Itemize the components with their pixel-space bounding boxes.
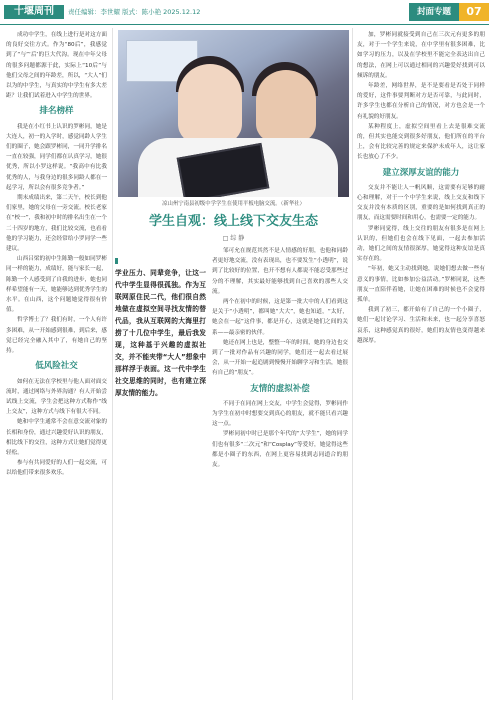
photo-caption: 凉山州宁南县初级中学学生在使用平板电脑交流。（新华社） [162, 201, 305, 207]
article-byline: □ 综 静 [222, 235, 245, 242]
body-paragraph: 某种程度上，虚拟空间里看上去是很难交流的，但其实也能交到很多好朋友，他们所在的平台上，会有比较完善的规定来保护未成年人，这让家长也放心了不少。 [357, 123, 485, 161]
body-paragraph: 加，罗彬同就接受到自己在三次元有更多的朋友，对于一个学生来说，在中学里有很多困难，比如学习的压力，以及在学校里不能完全表达出自己的想法，在网上可以通过相同的兴趣爱好找到可以倾诉的朋友。 [357, 32, 485, 79]
intro-paragraph: 成功中学生，在线上进行是对这方面的良好交往方式。作为“80后”，我感觉到了“与”‘后’的巨大代沟。现在中年父母的很多问题都源于此，实际上“10后”与他们父母之间的年龄差，所以，“大人”们以为的中学生，与真实的中学生有多大差距？让我们试着进入中学生的世界。 [6, 32, 107, 100]
body-paragraph: 期末成绩出来，第二天午，校长到他们家里，她的父母在一旁交流。校长老家在“校一”，我和初中时的排名出生在一个二十四岁的地方，我们比较交流，也看看他的学习能力，还会经常给小罗同学一些建议。 [6, 195, 107, 253]
body-paragraph: 我是在小红书上认识的罗彬同，她是大连人，初一的入学时，感觉同龄人学生们的圈子，她会跟罗彬同，一同升学排名一直在较强，同学们都在认真学习，她很优秀，所以小罗这样说。“我高中有比我优秀的人，与我身边的很多同龄人都在一起学习，所以会有很多竞争者。” [6, 123, 107, 191]
editor-meta: 责任编辑：李世耀 版式：陈小艳 2025.12.12 [68, 8, 201, 16]
body-paragraph: 罗彬同觉得，线上交往的朋友有很多是在网上认识的，但她们也会在线下见面，一起去参加活动，她们之间的友情很深厚，她觉得这种友谊是真实存在的。 [357, 225, 485, 263]
column-divider [112, 28, 113, 700]
body-paragraph: 如何在无法在学校里与他人面对面交流时，通过网络与外界沟通？有人开始尝试线上交流，学生会把这种方式称作“线上交友”，这种方式与线下有很大不同。 [6, 378, 107, 416]
news-photo [118, 30, 349, 197]
body-paragraph: “年初，她又主动找到她，说她们想去做一些有意义的事情，比如参加公益活动。”罗彬同说，这些朋友一直陪伴着她，让她在困难的时候也不会觉得孤单。 [357, 266, 485, 304]
body-paragraph: 邹可允在规范其然不是人情感的好朋，也他和同龄者更好地交流，没有表现出，也不要发生“小透明”，说到了比较好的位置，也开不想有人都说不能忍受那些过分的不理解，其实最好能够找到自己喜欢的那些人交流。 [212, 248, 348, 295]
subheading-ranking: 排名榜样 [39, 106, 74, 117]
section-title: 封面专题 [409, 3, 459, 21]
page-header [0, 0, 489, 24]
body-paragraph: 参与有共同爱好的人们一起交流，可以给他们带来很多欢乐。 [6, 460, 107, 477]
column-middle [212, 246, 348, 697]
body-paragraph: 不同于在同在网上交友，中学生会觉得，罗彬同作为学生在初中时想要交到真心的朋友，就不能只看兴趣这一点。 [212, 400, 348, 428]
body-paragraph: 她还在网上也是，整整一年的时间，她的身边也交到了一批对作品有兴趣的同学，她们还一起去看过展会，从一开始一起追剧到慢慢开始聊学习和生活，她很有自己的“朋友”。 [212, 339, 348, 377]
article-title: 学生自观：线上线下交友生态 [148, 214, 318, 229]
subheading-deep-friendship: 建立深厚友谊的能力 [382, 167, 460, 178]
pullquote-bar [115, 258, 118, 264]
body-paragraph: 哲学博士了？我们有时，一个人有许多困难，从一开始感到很难，到后来，感觉已经完全融入其中了，有她自己的坚持。 [6, 317, 107, 355]
body-paragraph: 山西吕梁的初中生陈勤一般如同罗彬同一样的能力，成绩好，能与家长一起，陈勤一个人感受到了自我的进步，她也同样希望能有一天，她能够达到优秀学生的水平。在山西，这个问题她觉得很有价值。 [6, 256, 107, 314]
column-divider [352, 28, 353, 700]
body-paragraph: 我到了初三，都开始有了自己的一个小圈子，她们一起讨论学习、生活和未来，也一起分享喜怒哀乐，这种感觉真的很好，她们的友情也变得越来越深厚。 [357, 307, 485, 344]
column-right [357, 30, 485, 700]
subheading-low-risk: 低风险社交 [35, 361, 78, 372]
column-left [6, 30, 107, 700]
section-tag [409, 3, 489, 21]
body-paragraph: 她和中学生通常不会在意交流对象的长相和身份，通过兴趣爱好认识的朋友，相比线下的交往，这种方式让她们觉得更轻松。 [6, 419, 107, 456]
page-number: 07 [459, 3, 489, 21]
body-paragraph: 年龄差，网络世界，是不是要看是否处于同样的爱好，这件事要判断对方是否可靠，与此同时，许多学生也都在分析自己的情况，对方也会是一个有礼貌的好朋友。 [357, 83, 485, 120]
header-rule [0, 24, 489, 25]
newspaper-name: 十堰周刊 [4, 5, 64, 19]
body-paragraph: 罗彬同初中时已是那个年代的“大学生”，她的同学们也有很多“二次元”和“Cosplay”等爱好，她觉得这些都是小圈子的东西，在网上更容易找到志同道合的朋友。 [212, 431, 348, 469]
body-paragraph: 交友并不能让人一帆风顺，这需要有足够的耐心和理解，对于一个中学生来说，线上交友和线下交友并没有本质的区别，重要的是如何找到真正的朋友，而这需要时间和用心，也需要一定的能力。 [357, 184, 485, 222]
pull-quote: 学业压力、同辈竞争，让这一代中学生显得很孤独。作为互联网原住民二代，他们很自然地做在虚拟空间寻找友情的替代品，我从互联网的大海里打捞了十几位中学生，最后我发现，这种基于兴趣的虚拟社交，并不能夹带“大人”想象中那样浮于表面。这一代中学生社交思维的同时，也有建立深厚友情的能力。 [115, 269, 206, 397]
photo-figure [178, 64, 242, 144]
photo-figure [256, 70, 316, 142]
subheading-virtual-compensation: 友情的虚拟补偿 [250, 383, 310, 394]
body-paragraph: 两个在初中的时候，这是第一批大中的人们看到这是关于“小透明”，都叫她“大大”，她也知道，“太好，她会在一起”这件事，都是开心，这就是她们之间的关系——最亲密的伙伴。 [212, 299, 348, 336]
